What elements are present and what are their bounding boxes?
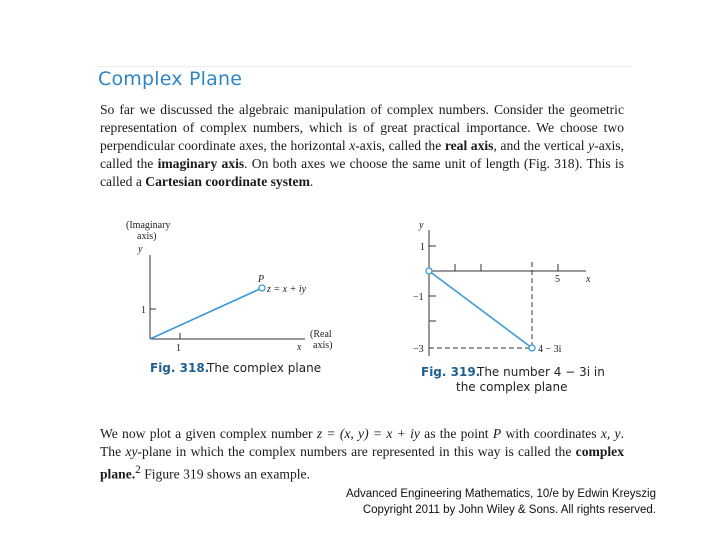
term-real-axis: real axis xyxy=(444,138,494,153)
plot-paragraph xyxy=(100,425,624,484)
para2-xy-plane: xy xyxy=(125,444,138,459)
fig319-origin xyxy=(426,268,432,274)
para2-xy-coords: x, y xyxy=(600,426,621,441)
section-title: Complex Plane xyxy=(98,68,243,90)
para1-text-5: . On both axes we choose the same unit of length (Fig. 318). This is called a xyxy=(100,156,624,189)
fig318-one-y: 1 xyxy=(141,305,146,316)
para2-equation: z = (x, y) = x + iy xyxy=(316,426,420,441)
term-imaginary-axis: imaginary axis xyxy=(157,156,245,171)
fig319-y-label: y xyxy=(419,220,424,231)
fig319-tick-label-5: 5 xyxy=(555,274,560,285)
figure-318 xyxy=(126,220,332,375)
para1-x: x xyxy=(349,138,356,153)
fig319-tick-label-1: 1 xyxy=(420,242,425,253)
fig318-x-label: x xyxy=(297,342,302,353)
fig318-real-label-1: (Real xyxy=(310,329,332,340)
fig318-imag-label-1: (Imaginary xyxy=(126,220,171,231)
fig318-point-label: z = x + iy xyxy=(267,284,307,295)
para2-point-p: P xyxy=(492,426,502,441)
fig319-tick-label-neg1: −1 xyxy=(413,292,424,303)
fig318-point-p xyxy=(259,285,265,291)
term-complex-plane: complex plane. xyxy=(100,444,624,482)
para2-text-3: with coordinates xyxy=(501,426,601,441)
fig318-label: Fig. 318. xyxy=(150,361,210,375)
para1-text-6: . xyxy=(309,174,314,189)
fig318-real-label-2: axis) xyxy=(313,340,333,351)
footnote-marker: 2 xyxy=(135,464,141,476)
credit-line-1: Advanced Engineering Mathematics, 10/e by Edwin Kreyszig xyxy=(345,488,656,500)
fig319-caption-2: the complex plane xyxy=(456,380,568,394)
fig318-point-name: P xyxy=(258,274,265,285)
fig319-x-label: x xyxy=(586,274,591,285)
figure-319 xyxy=(413,220,605,394)
fig318-imag-label-2: axis) xyxy=(137,231,157,242)
para2-text-5: -plane in which the complex numbers are represented in this way is called the xyxy=(137,444,576,459)
para1-text-2: -axis, called the xyxy=(355,138,445,153)
fig319-point-label: 4 − 3i xyxy=(538,344,562,355)
para1-text-4: -axis, called the xyxy=(100,138,624,171)
fig318-caption: The complex plane xyxy=(207,361,322,375)
fig319-tick-label-neg3: −3 xyxy=(413,344,424,355)
credit-line-2: Copyright 2011 by John Wiley & Sons. All rights reserved. xyxy=(362,504,656,516)
fig319-label: Fig. 319. xyxy=(421,365,481,379)
fig318-vector xyxy=(150,288,262,339)
para1-text-1: So far we discussed the algebraic manipulation of complex numbers. Consider the geometric representation of complex numbers, which is of great practical importance. We choose two perpendicular coordinate axes, the horizontal xyxy=(100,102,624,153)
para2-text-2: as the point xyxy=(419,426,493,441)
para2-text-4: . The xyxy=(100,426,624,459)
para2-text-6: Figure 319 shows an example. xyxy=(140,466,310,482)
term-cartesian: Cartesian coordinate system xyxy=(145,174,310,189)
para2-text-1: We now plot a given complex number xyxy=(100,426,317,441)
para1-y: y xyxy=(588,138,595,153)
fig318-y-label: y xyxy=(138,244,143,255)
fig319-vector xyxy=(429,271,532,348)
fig318-one-x: 1 xyxy=(176,343,181,354)
para1-text-3: , and the vertical xyxy=(493,138,589,153)
fig319-point xyxy=(529,345,535,351)
fig319-caption-1: The number 4 − 3i in xyxy=(477,365,605,379)
